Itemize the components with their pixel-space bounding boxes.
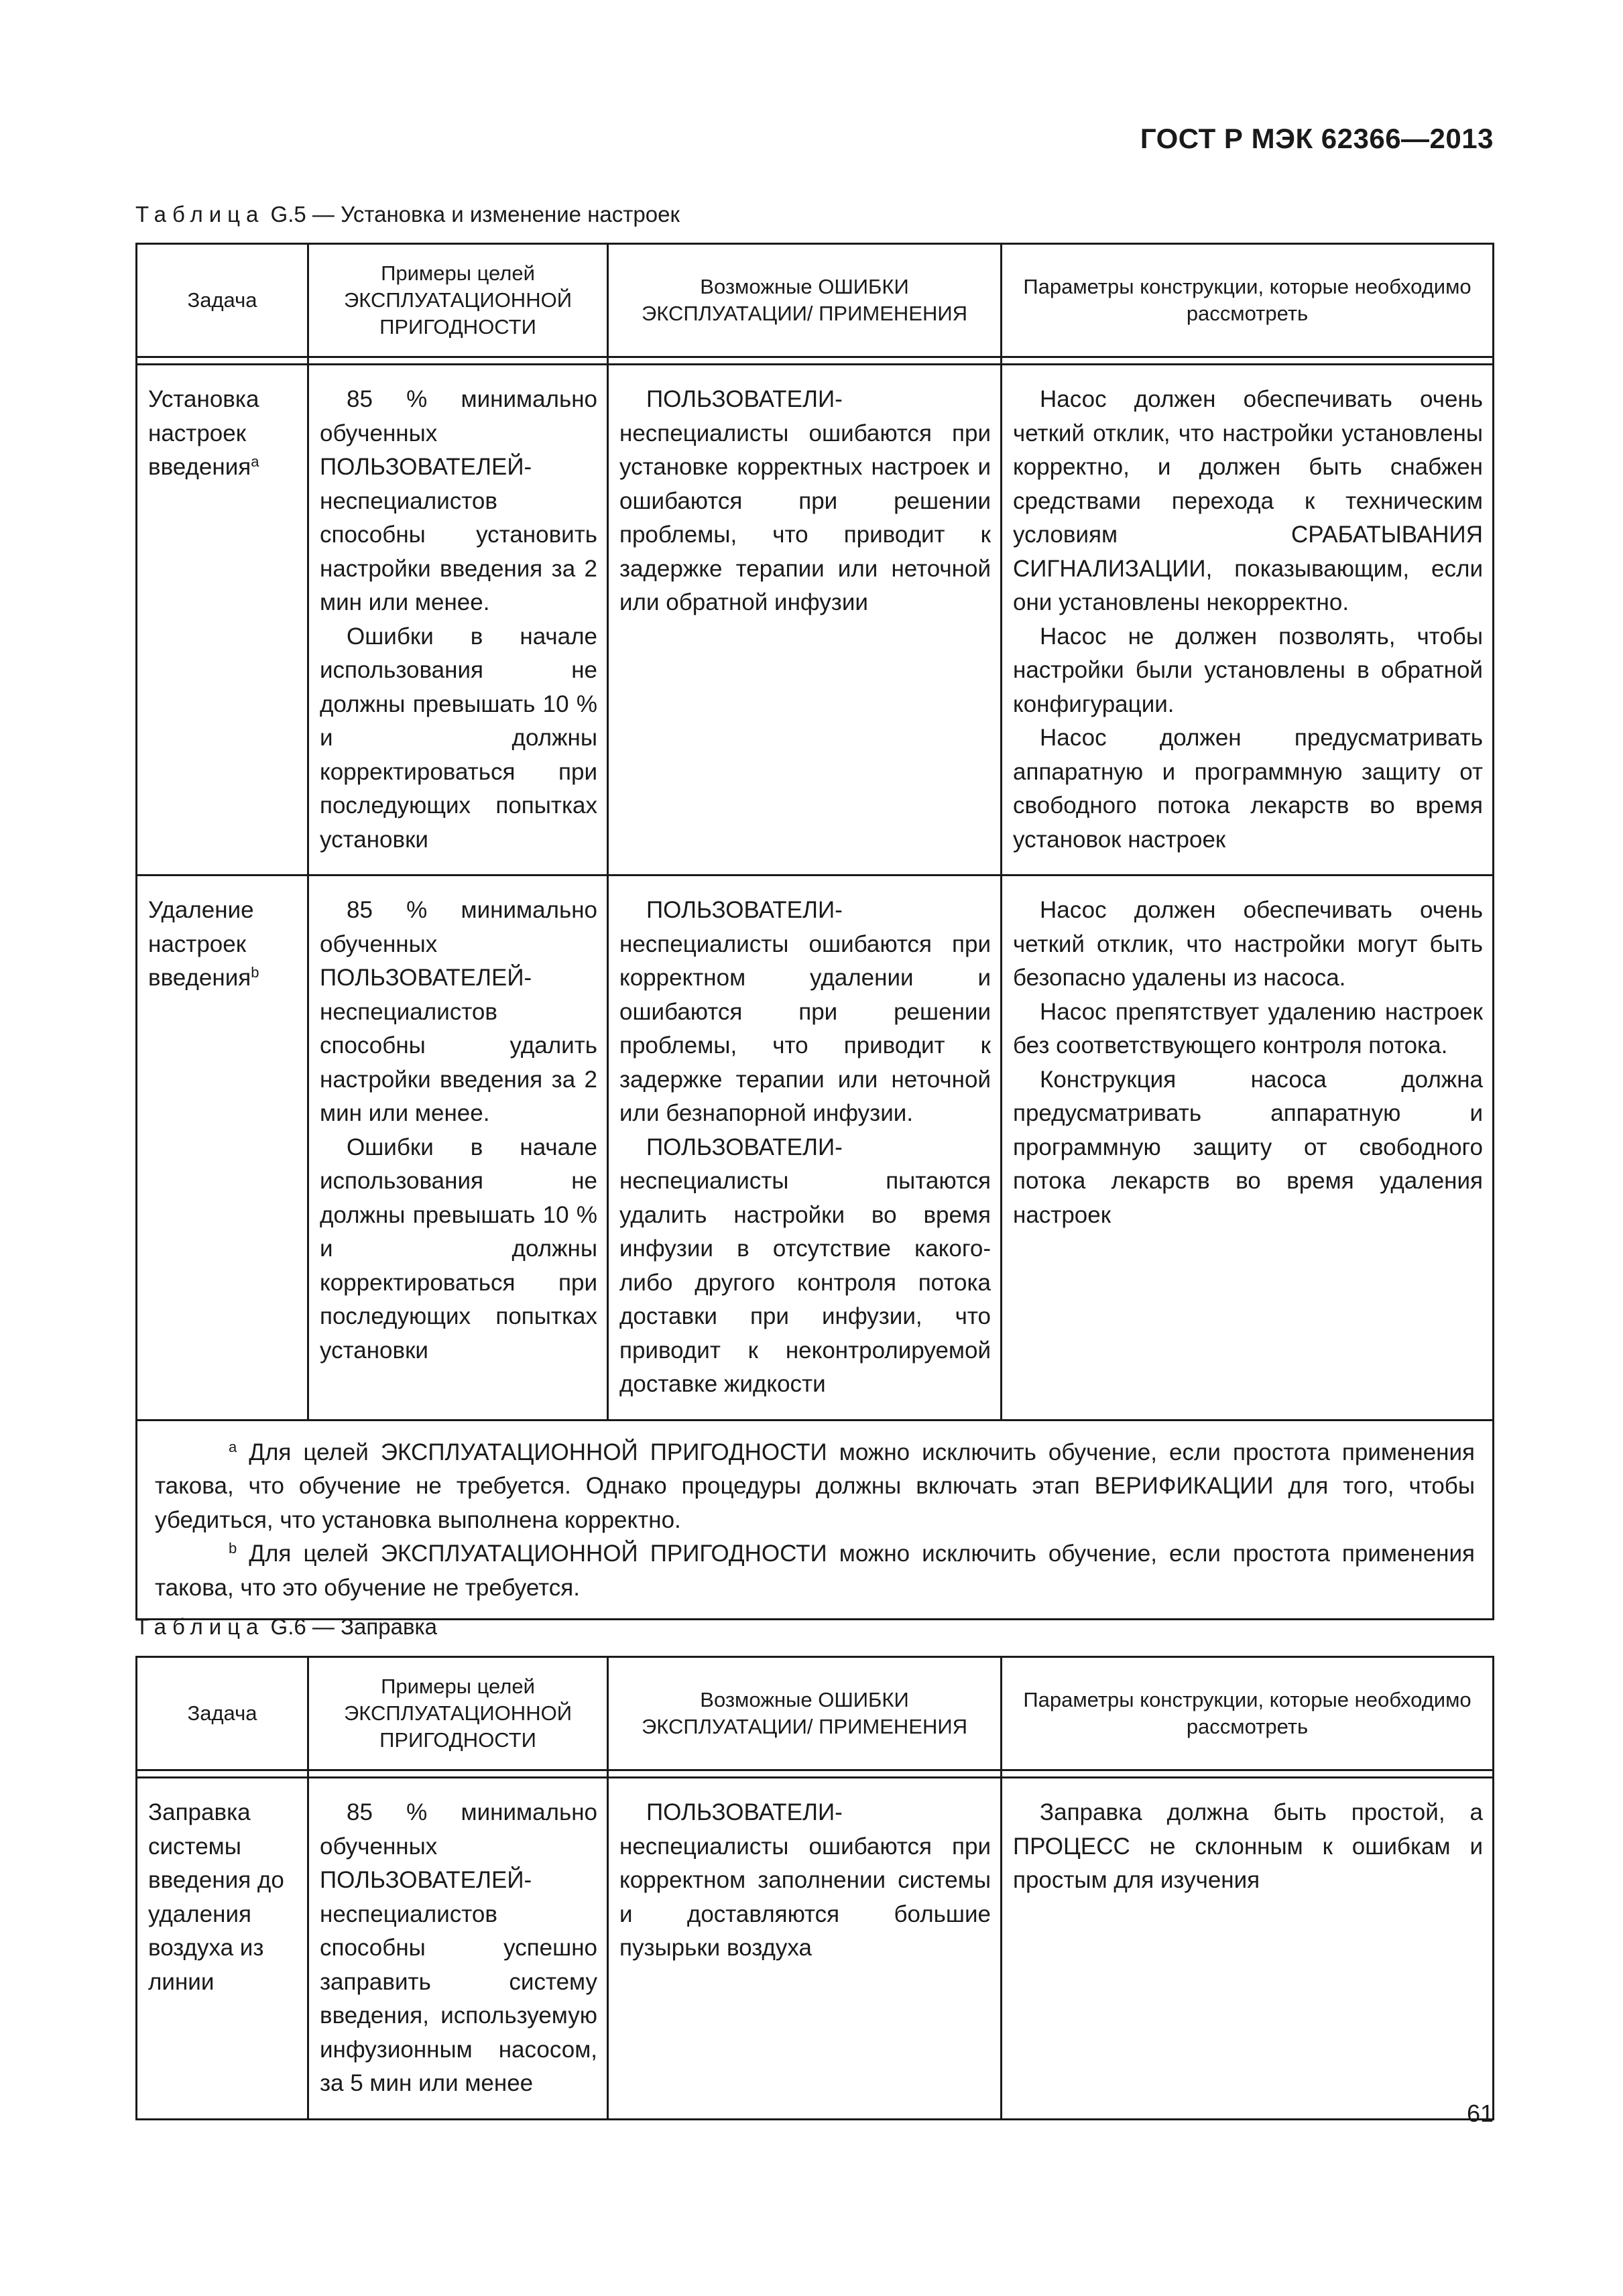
footnote-mark: a: [229, 1438, 237, 1455]
table-g5: [135, 243, 1494, 1620]
footnote-text: Для целей ЭКСПЛУАТАЦИОННОЙ ПРИГОДНОСТИ можно исключить обучение, если простота применения такова, что обучение не требуется. Однако процедуры должны включать этап ВЕРИФИКАЦИИ для того, чтобы убедиться, что установка выполнена корректно.: [155, 1439, 1475, 1533]
errors-cell: [608, 1778, 1002, 2120]
param-paragraph: Насос должен обеспечивать очень четкий отклик, что настройки могут быть безопасно удалены из насоса.: [1013, 897, 1483, 991]
task-text: Установка настроек введения: [148, 386, 259, 480]
table-row: [137, 365, 1494, 875]
footnote: [155, 1436, 1475, 1538]
error-paragraph: ПОЛЬЗОВАТЕЛИ-неспециалисты ошибаются при корректном удалении и ошибаются при решении проблемы, что приводит к задержке терапии или неточной или безнапорной инфузии.: [619, 897, 991, 1126]
error-paragraph: ПОЛЬЗОВАТЕЛИ-неспециалисты пытаются удалить настройки во время инфузии в отсутствие какого-либо другого контроля потока доставки при инфузии, что приводит к неконтролируемой доставке жидкости: [619, 1134, 991, 1397]
params-cell: [1002, 365, 1494, 875]
column-header-goals: Примеры целей ЭКСПЛУАТАЦИОННОЙ ПРИГОДНОСТИ: [308, 244, 608, 357]
goals-cell: [308, 1778, 608, 2120]
param-paragraph: Насос должен обеспечивать очень четкий отклик, что настройки установлены корректно, и должен быть снабжен средствами перехода к техническим условиям СРАБАТЫВАНИЯ СИГНАЛИЗАЦИИ, показывающим, если они установлены некорректно.: [1013, 386, 1483, 615]
param-paragraph: Насос препятствует удалению настроек без соответствующего контроля потока.: [1013, 998, 1483, 1059]
goal-paragraph: 85 % минимально обученных ПОЛЬЗОВАТЕЛЕЙ-неспециалистов способны установить настройки введения за 2 мин или менее.: [320, 386, 597, 615]
table-footnotes-row: [137, 1420, 1494, 1620]
column-header-errors: Возможные ОШИБКИ ЭКСПЛУАТАЦИИ/ ПРИМЕНЕНИЯ: [608, 1657, 1002, 1770]
table-g6-header-row: [137, 1657, 1494, 1770]
column-header-task: Задача: [137, 244, 308, 357]
table-row: [137, 875, 1494, 1421]
goal-paragraph: Ошибки в начале использования не должны превышать 10 % и должны корректироваться при последующих попытках установки: [320, 623, 597, 853]
param-paragraph: Конструкция насоса должна предусматривать аппаратную и программную защиту от свободного потока лекарств во время удаления настроек: [1013, 1066, 1483, 1228]
header-separator: [137, 1770, 1494, 1778]
footnotes-cell: [137, 1420, 1494, 1620]
column-header-params: Параметры конструкции, которые необходимо рассмотреть: [1002, 244, 1494, 357]
goals-cell: [308, 365, 608, 875]
goal-paragraph: 85 % минимально обученных ПОЛЬЗОВАТЕЛЕЙ-неспециалистов способны успешно заправить систему введения, используемую инфузионным насосом, за 5 мин или менее: [320, 1799, 597, 2096]
task-cell: [137, 875, 308, 1421]
footnote-mark: b: [251, 964, 259, 981]
footnote: [155, 1537, 1475, 1605]
column-header-goals: Примеры целей ЭКСПЛУАТАЦИОННОЙ ПРИГОДНОСТИ: [308, 1657, 608, 1770]
task-cell: [137, 365, 308, 875]
table-g6: [135, 1656, 1494, 2120]
error-paragraph: ПОЛЬЗОВАТЕЛИ-неспециалисты ошибаются при установке корректных настроек и ошибаются при решении проблемы, что приводит к задержке терапии или неточной или обратной инфузии: [619, 386, 991, 615]
goals-cell: [308, 875, 608, 1421]
footnote-mark: b: [229, 1540, 237, 1557]
param-paragraph: Насос не должен позволять, чтобы настройки были установлены в обратной конфигурации.: [1013, 623, 1483, 717]
page-number: 61: [1466, 2100, 1494, 2127]
goal-paragraph: 85 % минимально обученных ПОЛЬЗОВАТЕЛЕЙ-неспециалистов способны удалить настройки введения за 2 мин или менее.: [320, 897, 597, 1126]
table-g6-caption-title: G.6 — Заправка: [264, 1614, 437, 1639]
table-g5-caption-title: G.5 — Установка и изменение настроек: [264, 202, 680, 227]
errors-cell: [608, 365, 1002, 875]
column-header-errors: Возможные ОШИБКИ ЭКСПЛУАТАЦИИ/ ПРИМЕНЕНИЯ: [608, 244, 1002, 357]
table-g5-caption-prefix: Таблица: [135, 202, 265, 227]
column-header-task: Задача: [137, 1657, 308, 1770]
standard-designation: ГОСТ Р МЭК 62366—2013: [1140, 123, 1494, 154]
param-paragraph: Заправка должна быть простой, а ПРОЦЕСС не склонным к ошибкам и простым для изучения: [1013, 1799, 1483, 1893]
errors-cell: [608, 875, 1002, 1421]
column-header-params: Параметры конструкции, которые необходимо рассмотреть: [1002, 1657, 1494, 1770]
header-separator: [137, 357, 1494, 365]
table-row: [137, 1778, 1494, 2120]
param-paragraph: Насос должен предусматривать аппаратную и программную защиту от свободного потока лекарств во время установок настроек: [1013, 725, 1483, 853]
params-cell: [1002, 1778, 1494, 2120]
task-text: Заправка системы введения до удаления воздуха из линии: [148, 1799, 284, 1995]
goal-paragraph: Ошибки в начале использования не должны превышать 10 % и должны корректироваться при последующих попытках установки: [320, 1134, 597, 1364]
footnote-mark: a: [251, 453, 259, 470]
task-text: Удаление настроек введения: [148, 897, 254, 991]
error-paragraph: ПОЛЬЗОВАТЕЛИ-неспециалисты ошибаются при корректном заполнении системы и доставляются большие пузырьки воздуха: [619, 1799, 991, 1961]
table-g5-caption: [135, 202, 680, 227]
table-g5-header-row: [137, 244, 1494, 357]
params-cell: [1002, 875, 1494, 1421]
task-cell: [137, 1778, 308, 2120]
footnote-text: Для целей ЭКСПЛУАТАЦИОННОЙ ПРИГОДНОСТИ можно исключить обучение, если простота применения такова, что это обучение не требуется.: [155, 1540, 1475, 1601]
table-g6-caption-prefix: Таблица: [135, 1614, 265, 1639]
table-g6-caption: [135, 1614, 437, 1640]
